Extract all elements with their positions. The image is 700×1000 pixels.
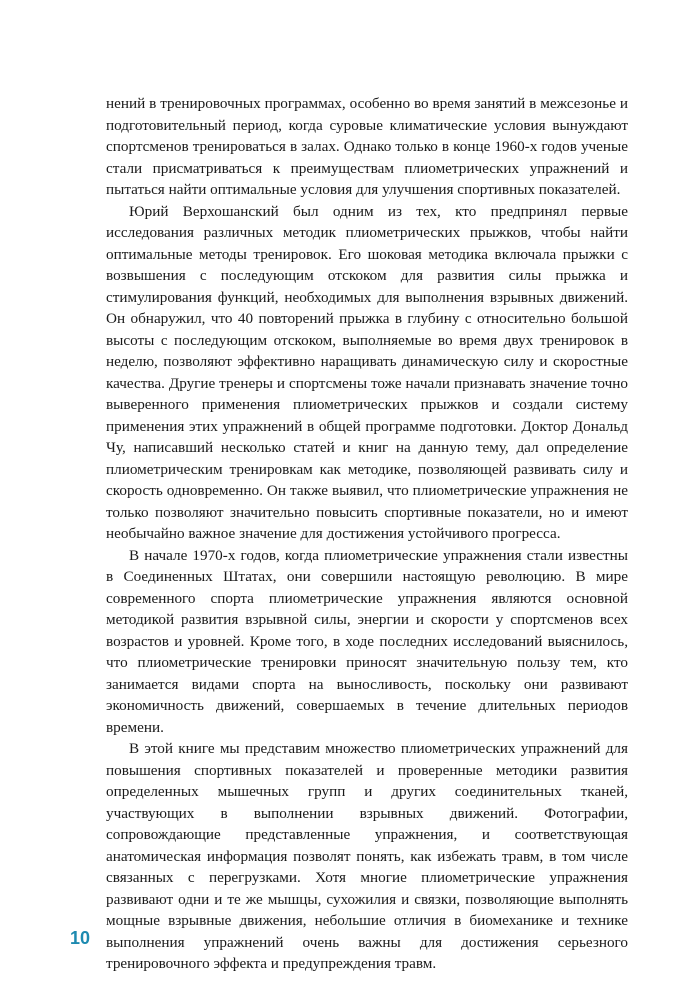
page-number: 10 [70, 928, 91, 948]
paragraph-1970s: В начале 1970-х годов, когда плиометрические упражнения стали известны в Соединенных Штатах, они совершили настоящую революцию. В мире современного спорта плиометрические упражнения являются основной методикой развития взрывной силы, энергии и скорости у спортсменов всех возрастов и уровней. Кроме того, в ходе последних исследований выяснилось, что плиометрические тренировки приносят значительную пользу тем, кто занимается видами спорта на выносливость, поскольку они развивают экономичность движений, совершаемых в течение длительных периодов времени. [106, 546, 628, 736]
body-text [106, 93, 628, 975]
paragraph-this-book: В этой книге мы представим множество плиометрических упражнений для повышения спортивных показателей и проверенные методики развития определенных мышечных групп и других соединительных тканей, участвующих в выполнении взрывных движений. Фотографии, сопровождающие представленные упражнения, и соответствующая анатомическая информация позволят понять, как избежать травм, в том числе связанных с перегрузками. Хотя многие плиометрические упражнения развивают одни и те же мышцы, сухожилия и связки, позволяющие выполнять мощные взрывные движения, небольшие отличия в биомеханике и технике выполнения упражнений очень важны для достижения серьезного тренировочного эффекта и предупреждения травм. [106, 740, 628, 972]
paragraph-continuation: нений в тренировочных программах, особенно во время занятий в межсезонье и подготовительный период, когда суровые климатические условия вынуждают спортсменов тренироваться в залах. Однако только в конце 1960-х годов ученые стали присматриваться к преимуществам плиометрических упражнений и пытаться найти оптимальные условия для улучшения спортивных показателей. [106, 95, 628, 198]
paragraph-verkhoshansky: Юрий Верхошанский был одним из тех, кто предпринял первые исследования различных методик плиометрических прыжков, чтобы найти оптимальные методы тренировок. Его шоковая методика включала прыжки с возвышения с последующим отскоком для развития силы прыжка и стимулирования функций, необходимых для выполнения взрывных движений. Он обнаружил, что 40 повторений прыжка в глубину с относительно большой высоты с последующим отскоком, выполняемые во время двух тренировок в неделю, позволяют эффективно наращивать динамическую силу и скоростные качества. Другие тренеры и спортсмены тоже начали признавать значение точно выверенного применения плиометрических прыжков и создали систему применения этих упражнений в общей программе подготовки. Доктор Дональд Чу, написавший несколько статей и книг на данную тему, дал определение плиометрическим тренировкам как методике, позволяющей развивать силу и скорость одновременно. Он также выявил, что плиометрические упражнения не только позволяют значительно повысить спортивные показатели, но и имеют необычайно важное значение для достижения устойчивого прогресса. [106, 202, 628, 542]
